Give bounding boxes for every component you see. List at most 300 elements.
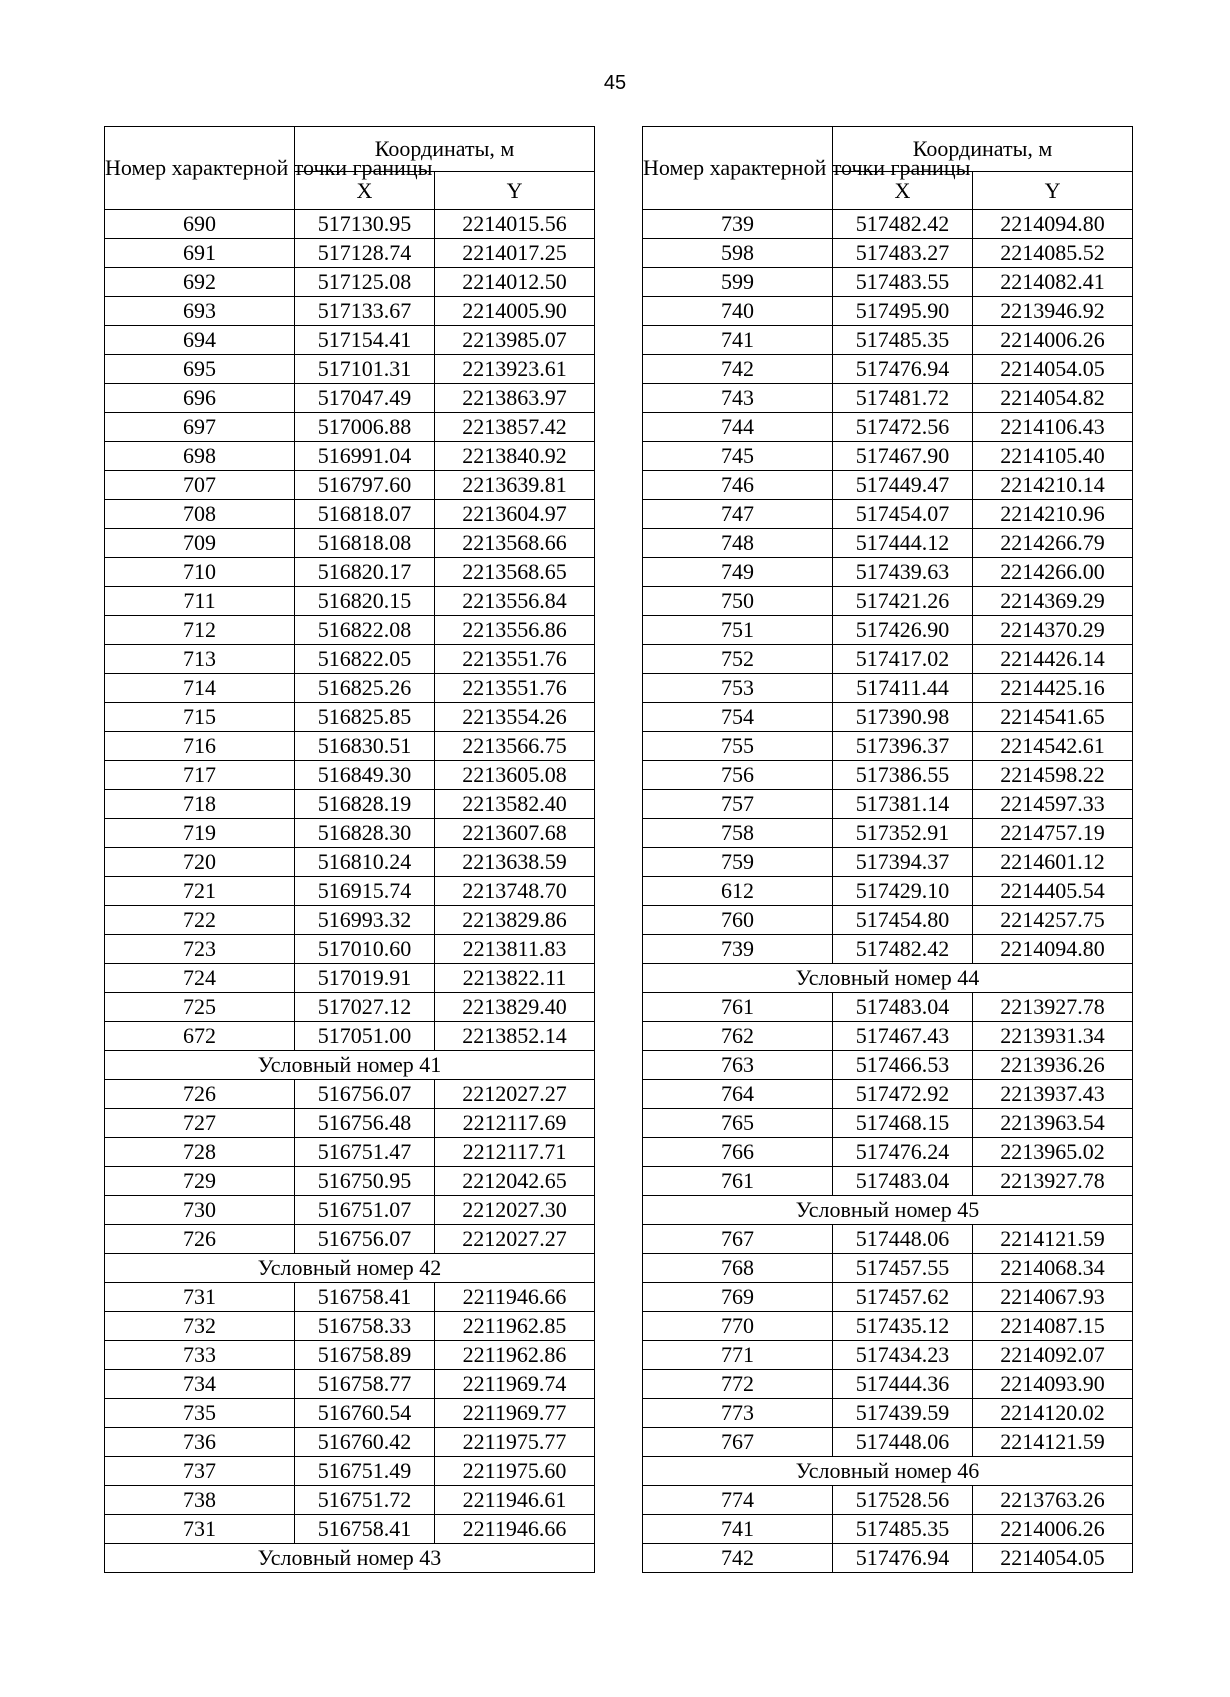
- x-coordinate-cell: 516828.30: [295, 819, 435, 848]
- coordinates-table-right: [642, 126, 1133, 1573]
- point-number-cell: 714: [105, 674, 295, 703]
- x-coordinate-cell: 516825.85: [295, 703, 435, 732]
- y-coordinate-cell: 2213811.83: [435, 935, 595, 964]
- x-coordinate-cell: 517128.74: [295, 239, 435, 268]
- y-coordinate-cell: 2214082.41: [973, 268, 1133, 297]
- point-number-cell: 697: [105, 413, 295, 442]
- y-coordinate-cell: 2211975.77: [435, 1428, 595, 1457]
- table-row: [643, 1283, 1133, 1312]
- x-coordinate-cell: 516993.32: [295, 906, 435, 935]
- table-row: [105, 1109, 595, 1138]
- y-coordinate-cell: 2213829.40: [435, 993, 595, 1022]
- y-coordinate-cell: 2214257.75: [973, 906, 1133, 935]
- point-number-cell: 728: [105, 1138, 295, 1167]
- point-number-cell: 770: [643, 1312, 833, 1341]
- x-coordinate-cell: 517434.23: [833, 1341, 973, 1370]
- y-coordinate-cell: 2214094.80: [973, 210, 1133, 239]
- y-coordinate-cell: 2214598.22: [973, 761, 1133, 790]
- point-number-cell: 761: [643, 1167, 833, 1196]
- header-x: X: [295, 172, 435, 210]
- table-row: [105, 355, 595, 384]
- point-number-cell: 753: [643, 674, 833, 703]
- x-coordinate-cell: 516751.07: [295, 1196, 435, 1225]
- x-coordinate-cell: 516822.05: [295, 645, 435, 674]
- table-row: [105, 1080, 595, 1109]
- group-label: Условный номер 46: [643, 1457, 1133, 1486]
- x-coordinate-cell: 516915.74: [295, 877, 435, 906]
- y-coordinate-cell: 2214597.33: [973, 790, 1133, 819]
- point-number-cell: 719: [105, 819, 295, 848]
- x-coordinate-cell: 516828.19: [295, 790, 435, 819]
- point-number-cell: 717: [105, 761, 295, 790]
- table-row: [643, 1167, 1133, 1196]
- table-row: [643, 848, 1133, 877]
- group-label: Условный номер 45: [643, 1196, 1133, 1225]
- x-coordinate-cell: 517390.98: [833, 703, 973, 732]
- table-row: [643, 616, 1133, 645]
- point-number-cell: 726: [105, 1225, 295, 1254]
- point-number-cell: 748: [643, 529, 833, 558]
- table-row: [105, 558, 595, 587]
- table-row: [105, 877, 595, 906]
- table-body: [643, 210, 1133, 1573]
- y-coordinate-cell: 2214426.14: [973, 645, 1133, 674]
- y-coordinate-cell: 2213605.08: [435, 761, 595, 790]
- x-coordinate-cell: 516820.15: [295, 587, 435, 616]
- x-coordinate-cell: 516760.54: [295, 1399, 435, 1428]
- point-number-cell: 767: [643, 1428, 833, 1457]
- y-coordinate-cell: 2211946.61: [435, 1486, 595, 1515]
- x-coordinate-cell: 516825.26: [295, 674, 435, 703]
- y-coordinate-cell: 2214094.80: [973, 935, 1133, 964]
- y-coordinate-cell: 2214092.07: [973, 1341, 1133, 1370]
- y-coordinate-cell: 2213638.59: [435, 848, 595, 877]
- table-row: [643, 790, 1133, 819]
- x-coordinate-cell: 517019.91: [295, 964, 435, 993]
- table-row: [643, 674, 1133, 703]
- x-coordinate-cell: 516810.24: [295, 848, 435, 877]
- point-number-cell: 693: [105, 297, 295, 326]
- table-row: [643, 384, 1133, 413]
- point-number-cell: 773: [643, 1399, 833, 1428]
- table-row: [105, 790, 595, 819]
- table-row: [643, 1486, 1133, 1515]
- point-number-cell: 737: [105, 1457, 295, 1486]
- point-number-cell: 612: [643, 877, 833, 906]
- point-number-cell: 713: [105, 645, 295, 674]
- y-coordinate-cell: 2212027.27: [435, 1225, 595, 1254]
- table-row: [105, 645, 595, 674]
- table-header: [643, 127, 1133, 210]
- table-row: [643, 1225, 1133, 1254]
- table-row: [643, 761, 1133, 790]
- point-number-cell: 741: [643, 326, 833, 355]
- x-coordinate-cell: 516758.89: [295, 1341, 435, 1370]
- table-row: [105, 1515, 595, 1544]
- y-coordinate-cell: 2213763.26: [973, 1486, 1133, 1515]
- group-header-row: [643, 964, 1133, 993]
- point-number-cell: 744: [643, 413, 833, 442]
- table-row: [105, 1022, 595, 1051]
- group-label: Условный номер 41: [105, 1051, 595, 1080]
- x-coordinate-cell: 517421.26: [833, 587, 973, 616]
- x-coordinate-cell: 517485.35: [833, 326, 973, 355]
- table-row: [643, 297, 1133, 326]
- point-number-cell: 715: [105, 703, 295, 732]
- y-coordinate-cell: 2214085.52: [973, 239, 1133, 268]
- y-coordinate-cell: 2213822.11: [435, 964, 595, 993]
- x-coordinate-cell: 517027.12: [295, 993, 435, 1022]
- point-number-cell: 731: [105, 1515, 295, 1544]
- point-number-cell: 750: [643, 587, 833, 616]
- table-row: [643, 993, 1133, 1022]
- point-number-cell: 754: [643, 703, 833, 732]
- point-number-cell: 747: [643, 500, 833, 529]
- y-coordinate-cell: 2214425.16: [973, 674, 1133, 703]
- table-row: [643, 819, 1133, 848]
- y-coordinate-cell: 2214266.79: [973, 529, 1133, 558]
- x-coordinate-cell: 517133.67: [295, 297, 435, 326]
- point-number-cell: 726: [105, 1080, 295, 1109]
- x-coordinate-cell: 517439.59: [833, 1399, 973, 1428]
- x-coordinate-cell: 517047.49: [295, 384, 435, 413]
- y-coordinate-cell: 2211969.74: [435, 1370, 595, 1399]
- y-coordinate-cell: 2211946.66: [435, 1283, 595, 1312]
- x-coordinate-cell: 517483.04: [833, 1167, 973, 1196]
- point-number-cell: 695: [105, 355, 295, 384]
- point-number-cell: 694: [105, 326, 295, 355]
- point-number-cell: 599: [643, 268, 833, 297]
- x-coordinate-cell: 517125.08: [295, 268, 435, 297]
- point-number-cell: 732: [105, 1312, 295, 1341]
- x-coordinate-cell: 516751.49: [295, 1457, 435, 1486]
- x-coordinate-cell: 517435.12: [833, 1312, 973, 1341]
- header-y: Y: [435, 172, 595, 210]
- x-coordinate-cell: 517466.53: [833, 1051, 973, 1080]
- x-coordinate-cell: 516818.07: [295, 500, 435, 529]
- table-row: [105, 1312, 595, 1341]
- group-header-row: [643, 1457, 1133, 1486]
- y-coordinate-cell: 2213937.43: [973, 1080, 1133, 1109]
- y-coordinate-cell: 2214121.59: [973, 1428, 1133, 1457]
- x-coordinate-cell: 516818.08: [295, 529, 435, 558]
- x-coordinate-cell: 516830.51: [295, 732, 435, 761]
- table-row: [105, 993, 595, 1022]
- x-coordinate-cell: 516822.08: [295, 616, 435, 645]
- x-coordinate-cell: 517130.95: [295, 210, 435, 239]
- y-coordinate-cell: 2214405.54: [973, 877, 1133, 906]
- point-number-cell: 757: [643, 790, 833, 819]
- x-coordinate-cell: 516756.07: [295, 1080, 435, 1109]
- x-coordinate-cell: 516797.60: [295, 471, 435, 500]
- y-coordinate-cell: 2214068.34: [973, 1254, 1133, 1283]
- y-coordinate-cell: 2214017.25: [435, 239, 595, 268]
- point-number-cell: 690: [105, 210, 295, 239]
- y-coordinate-cell: 2213566.75: [435, 732, 595, 761]
- y-coordinate-cell: 2212117.69: [435, 1109, 595, 1138]
- x-coordinate-cell: 516756.07: [295, 1225, 435, 1254]
- table-row: [643, 210, 1133, 239]
- y-coordinate-cell: 2212042.65: [435, 1167, 595, 1196]
- point-number-cell: 767: [643, 1225, 833, 1254]
- point-number-cell: 742: [643, 355, 833, 384]
- point-number-cell: 709: [105, 529, 295, 558]
- table-row: [105, 500, 595, 529]
- y-coordinate-cell: 2213554.26: [435, 703, 595, 732]
- table-row: [643, 732, 1133, 761]
- y-coordinate-cell: 2214542.61: [973, 732, 1133, 761]
- x-coordinate-cell: 516758.41: [295, 1283, 435, 1312]
- x-coordinate-cell: 517482.42: [833, 210, 973, 239]
- y-coordinate-cell: 2214121.59: [973, 1225, 1133, 1254]
- table-row: [643, 877, 1133, 906]
- point-number-cell: 766: [643, 1138, 833, 1167]
- point-number-cell: 736: [105, 1428, 295, 1457]
- x-coordinate-cell: 517449.47: [833, 471, 973, 500]
- y-coordinate-cell: 2214120.02: [973, 1399, 1133, 1428]
- y-coordinate-cell: 2213946.92: [973, 297, 1133, 326]
- table-row: [105, 703, 595, 732]
- x-coordinate-cell: 517444.36: [833, 1370, 973, 1399]
- x-coordinate-cell: 517429.10: [833, 877, 973, 906]
- group-header-row: [105, 1051, 595, 1080]
- group-label: Условный номер 43: [105, 1544, 595, 1573]
- table-row: [105, 239, 595, 268]
- point-number-cell: 745: [643, 442, 833, 471]
- header-point-number: Номер характерной точки границы: [105, 127, 295, 210]
- table-row: [643, 1022, 1133, 1051]
- y-coordinate-cell: 2214054.05: [973, 1544, 1133, 1573]
- y-coordinate-cell: 2214601.12: [973, 848, 1133, 877]
- x-coordinate-cell: 516758.41: [295, 1515, 435, 1544]
- table-row: [643, 1254, 1133, 1283]
- y-coordinate-cell: 2213857.42: [435, 413, 595, 442]
- table-row: [643, 1341, 1133, 1370]
- x-coordinate-cell: 517448.06: [833, 1428, 973, 1457]
- point-number-cell: 741: [643, 1515, 833, 1544]
- point-number-cell: 691: [105, 239, 295, 268]
- point-number-cell: 734: [105, 1370, 295, 1399]
- point-number-cell: 774: [643, 1486, 833, 1515]
- x-coordinate-cell: 516751.47: [295, 1138, 435, 1167]
- table-row: [643, 1515, 1133, 1544]
- table-row: [105, 297, 595, 326]
- y-coordinate-cell: 2214370.29: [973, 616, 1133, 645]
- point-number-cell: 765: [643, 1109, 833, 1138]
- x-coordinate-cell: 516991.04: [295, 442, 435, 471]
- table-row: [643, 558, 1133, 587]
- y-coordinate-cell: 2213556.86: [435, 616, 595, 645]
- point-number-cell: 772: [643, 1370, 833, 1399]
- y-coordinate-cell: 2213927.78: [973, 1167, 1133, 1196]
- x-coordinate-cell: 517467.90: [833, 442, 973, 471]
- y-coordinate-cell: 2214054.05: [973, 355, 1133, 384]
- point-number-cell: 731: [105, 1283, 295, 1312]
- x-coordinate-cell: 516750.95: [295, 1167, 435, 1196]
- y-coordinate-cell: 2213965.02: [973, 1138, 1133, 1167]
- table-row: [105, 1486, 595, 1515]
- point-number-cell: 739: [643, 935, 833, 964]
- point-number-cell: 735: [105, 1399, 295, 1428]
- y-coordinate-cell: 2214106.43: [973, 413, 1133, 442]
- point-number-cell: 696: [105, 384, 295, 413]
- table-row: [105, 471, 595, 500]
- table-row: [105, 761, 595, 790]
- x-coordinate-cell: 517386.55: [833, 761, 973, 790]
- x-coordinate-cell: 517444.12: [833, 529, 973, 558]
- x-coordinate-cell: 516849.30: [295, 761, 435, 790]
- table-row: [643, 355, 1133, 384]
- x-coordinate-cell: 517010.60: [295, 935, 435, 964]
- table-row: [643, 529, 1133, 558]
- table-row: [643, 645, 1133, 674]
- table-row: [105, 1341, 595, 1370]
- point-number-cell: 762: [643, 1022, 833, 1051]
- point-number-cell: 768: [643, 1254, 833, 1283]
- point-number-cell: 771: [643, 1341, 833, 1370]
- y-coordinate-cell: 2214757.19: [973, 819, 1133, 848]
- x-coordinate-cell: 517483.04: [833, 993, 973, 1022]
- y-coordinate-cell: 2213604.97: [435, 500, 595, 529]
- x-coordinate-cell: 517006.88: [295, 413, 435, 442]
- group-header-row: [105, 1544, 595, 1573]
- x-coordinate-cell: 517467.43: [833, 1022, 973, 1051]
- point-number-cell: 722: [105, 906, 295, 935]
- x-coordinate-cell: 517476.94: [833, 1544, 973, 1573]
- table-row: [105, 935, 595, 964]
- point-number-cell: 598: [643, 239, 833, 268]
- point-number-cell: 760: [643, 906, 833, 935]
- y-coordinate-cell: 2213985.07: [435, 326, 595, 355]
- x-coordinate-cell: 517481.72: [833, 384, 973, 413]
- x-coordinate-cell: 517411.44: [833, 674, 973, 703]
- y-coordinate-cell: 2214210.96: [973, 500, 1133, 529]
- y-coordinate-cell: 2214006.26: [973, 326, 1133, 355]
- table-row: [643, 1399, 1133, 1428]
- point-number-cell: 730: [105, 1196, 295, 1225]
- y-coordinate-cell: 2214266.00: [973, 558, 1133, 587]
- table-row: [105, 529, 595, 558]
- table-row: [105, 1196, 595, 1225]
- table-row: [643, 413, 1133, 442]
- x-coordinate-cell: 517472.92: [833, 1080, 973, 1109]
- x-coordinate-cell: 517396.37: [833, 732, 973, 761]
- point-number-cell: 718: [105, 790, 295, 819]
- point-number-cell: 727: [105, 1109, 295, 1138]
- y-coordinate-cell: 2213607.68: [435, 819, 595, 848]
- point-number-cell: 724: [105, 964, 295, 993]
- point-number-cell: 707: [105, 471, 295, 500]
- point-number-cell: 721: [105, 877, 295, 906]
- x-coordinate-cell: 517051.00: [295, 1022, 435, 1051]
- y-coordinate-cell: 2214006.26: [973, 1515, 1133, 1544]
- table-row: [105, 1225, 595, 1254]
- point-number-cell: 756: [643, 761, 833, 790]
- table-row: [105, 1138, 595, 1167]
- point-number-cell: 755: [643, 732, 833, 761]
- point-number-cell: 769: [643, 1283, 833, 1312]
- x-coordinate-cell: 517476.94: [833, 355, 973, 384]
- point-number-cell: 742: [643, 1544, 833, 1573]
- table-body: [105, 210, 595, 1573]
- point-number-cell: 749: [643, 558, 833, 587]
- point-number-cell: 752: [643, 645, 833, 674]
- point-number-cell: 733: [105, 1341, 295, 1370]
- y-coordinate-cell: 2213568.65: [435, 558, 595, 587]
- y-coordinate-cell: 2213931.34: [973, 1022, 1133, 1051]
- table-row: [643, 703, 1133, 732]
- coordinates-table-left: [104, 126, 595, 1573]
- table-row: [105, 1167, 595, 1196]
- header-coordinates: Координаты, м: [295, 127, 595, 172]
- x-coordinate-cell: 517472.56: [833, 413, 973, 442]
- y-coordinate-cell: 2213936.26: [973, 1051, 1133, 1080]
- table-row: [105, 674, 595, 703]
- y-coordinate-cell: 2212027.30: [435, 1196, 595, 1225]
- x-coordinate-cell: 517381.14: [833, 790, 973, 819]
- y-coordinate-cell: 2213556.84: [435, 587, 595, 616]
- y-coordinate-cell: 2214087.15: [973, 1312, 1133, 1341]
- x-coordinate-cell: 517485.35: [833, 1515, 973, 1544]
- table-row: [105, 848, 595, 877]
- table-row: [105, 442, 595, 471]
- x-coordinate-cell: 517468.15: [833, 1109, 973, 1138]
- y-coordinate-cell: 2211975.60: [435, 1457, 595, 1486]
- x-coordinate-cell: 516758.33: [295, 1312, 435, 1341]
- point-number-cell: 740: [643, 297, 833, 326]
- table-row: [105, 1283, 595, 1312]
- x-coordinate-cell: 517426.90: [833, 616, 973, 645]
- point-number-cell: 751: [643, 616, 833, 645]
- x-coordinate-cell: 517476.24: [833, 1138, 973, 1167]
- table-row: [643, 1138, 1133, 1167]
- y-coordinate-cell: 2213551.76: [435, 674, 595, 703]
- y-coordinate-cell: 2213840.92: [435, 442, 595, 471]
- x-coordinate-cell: 516760.42: [295, 1428, 435, 1457]
- x-coordinate-cell: 517448.06: [833, 1225, 973, 1254]
- header-y: Y: [973, 172, 1133, 210]
- point-number-cell: 759: [643, 848, 833, 877]
- point-number-cell: 764: [643, 1080, 833, 1109]
- point-number-cell: 725: [105, 993, 295, 1022]
- table-row: [105, 1399, 595, 1428]
- group-label: Условный номер 44: [643, 964, 1133, 993]
- y-coordinate-cell: 2213927.78: [973, 993, 1133, 1022]
- table-row: [643, 500, 1133, 529]
- x-coordinate-cell: 517483.27: [833, 239, 973, 268]
- y-coordinate-cell: 2214067.93: [973, 1283, 1133, 1312]
- point-number-cell: 763: [643, 1051, 833, 1080]
- x-coordinate-cell: 516758.77: [295, 1370, 435, 1399]
- table-row: [643, 1109, 1133, 1138]
- table-row: [643, 1370, 1133, 1399]
- point-number-cell: 758: [643, 819, 833, 848]
- table-row: [105, 819, 595, 848]
- x-coordinate-cell: 517154.41: [295, 326, 435, 355]
- y-coordinate-cell: 2213748.70: [435, 877, 595, 906]
- x-coordinate-cell: 517457.55: [833, 1254, 973, 1283]
- page-number: 45: [603, 72, 627, 94]
- table-row: [105, 384, 595, 413]
- table-row: [643, 906, 1133, 935]
- point-number-cell: 739: [643, 210, 833, 239]
- table-row: [105, 326, 595, 355]
- x-coordinate-cell: 517457.62: [833, 1283, 973, 1312]
- y-coordinate-cell: 2213863.97: [435, 384, 595, 413]
- table-row: [643, 1080, 1133, 1109]
- point-number-cell: 712: [105, 616, 295, 645]
- x-coordinate-cell: 517483.55: [833, 268, 973, 297]
